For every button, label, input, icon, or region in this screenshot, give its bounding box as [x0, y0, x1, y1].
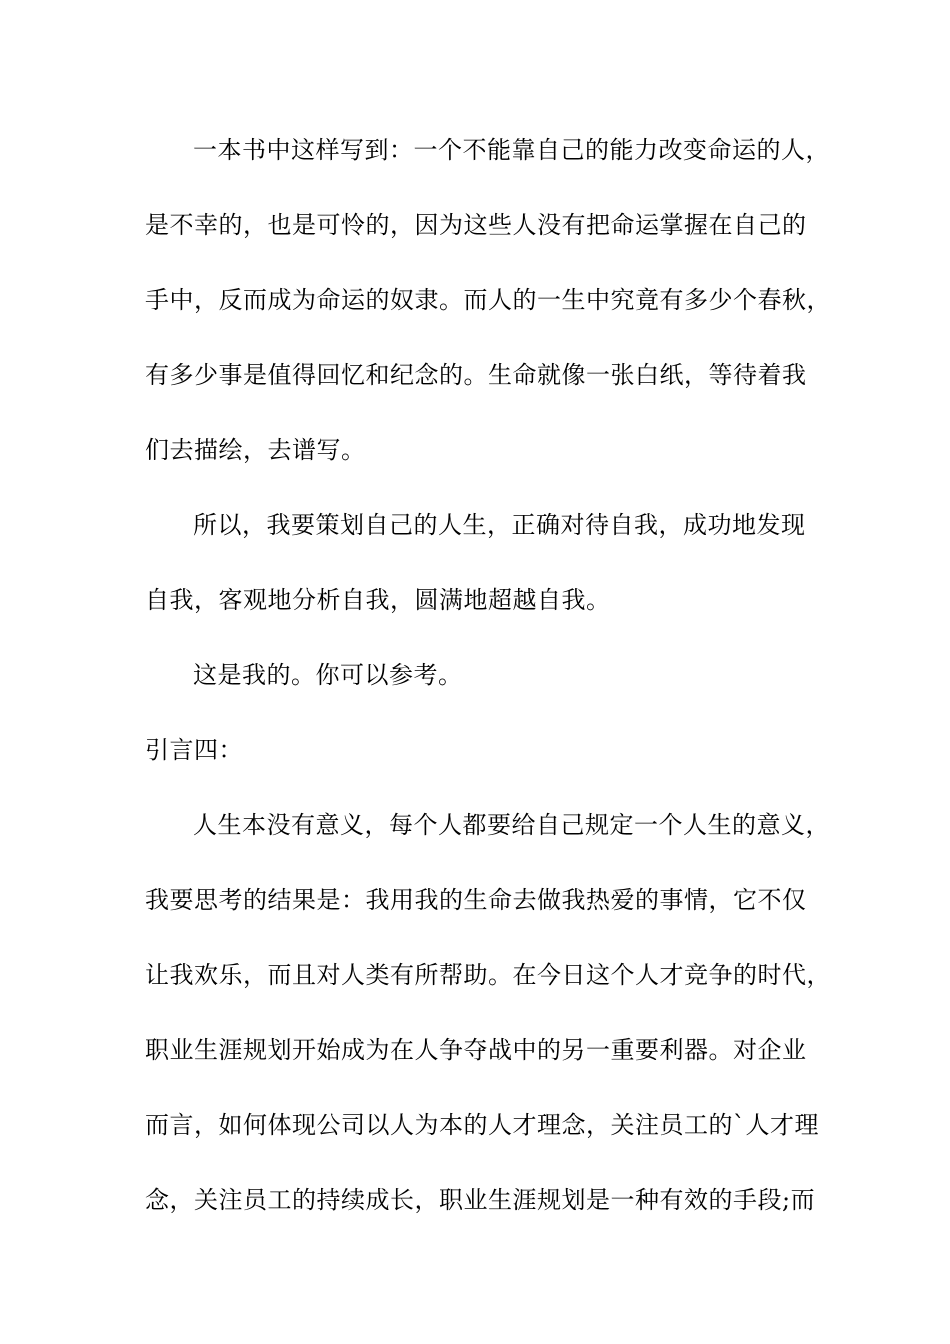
paragraph-3-line-1: 这是我的。你可以参考。 — [193, 661, 463, 689]
paragraph-5-line-1: 人生本没有意义，每个人都要给自己规定一个人生的意义， — [193, 811, 830, 839]
paragraph-2-line-2: 自我，客观地分析自我，圆满地超越自我。 — [145, 586, 611, 614]
paragraph-2-line-1: 所以，我要策划自己的人生，正确对待自我，成功地发现 — [193, 511, 806, 539]
section-heading: 引言四： — [145, 736, 243, 764]
paragraph-1-line-4: 有多少事是值得回忆和纪念的。生命就像一张白纸，等待着我 — [145, 361, 807, 389]
paragraph-5-line-6: 念，关注员工的持续成长，职业生涯规划是一种有效的手段;而 — [145, 1186, 816, 1214]
paragraph-1-line-3: 手中，反而成为命运的奴隶。而人的一生中究竟有多少个春秋， — [145, 286, 831, 314]
paragraph-5-line-4: 职业生涯规划开始成为在人争夺战中的另一重要利器。对企业 — [145, 1036, 807, 1064]
paragraph-1-line-2: 是不幸的，也是可怜的，因为这些人没有把命运掌握在自己的 — [145, 211, 807, 239]
paragraph-5-line-3: 让我欢乐，而且对人类有所帮助。在今日这个人才竞争的时代， — [145, 961, 831, 989]
paragraph-5-line-2: 我要思考的结果是：我用我的生命去做我热爱的事情，它不仅 — [145, 886, 807, 914]
paragraph-5-line-5: 而言，如何体现公司以人为本的人才理念，关注员工的`人才理 — [145, 1111, 819, 1139]
paragraph-1-line-5: 们去描绘，去谱写。 — [145, 436, 366, 464]
paragraph-1-line-1: 一本书中这样写到：一个不能靠自己的能力改变命运的人， — [193, 136, 830, 164]
